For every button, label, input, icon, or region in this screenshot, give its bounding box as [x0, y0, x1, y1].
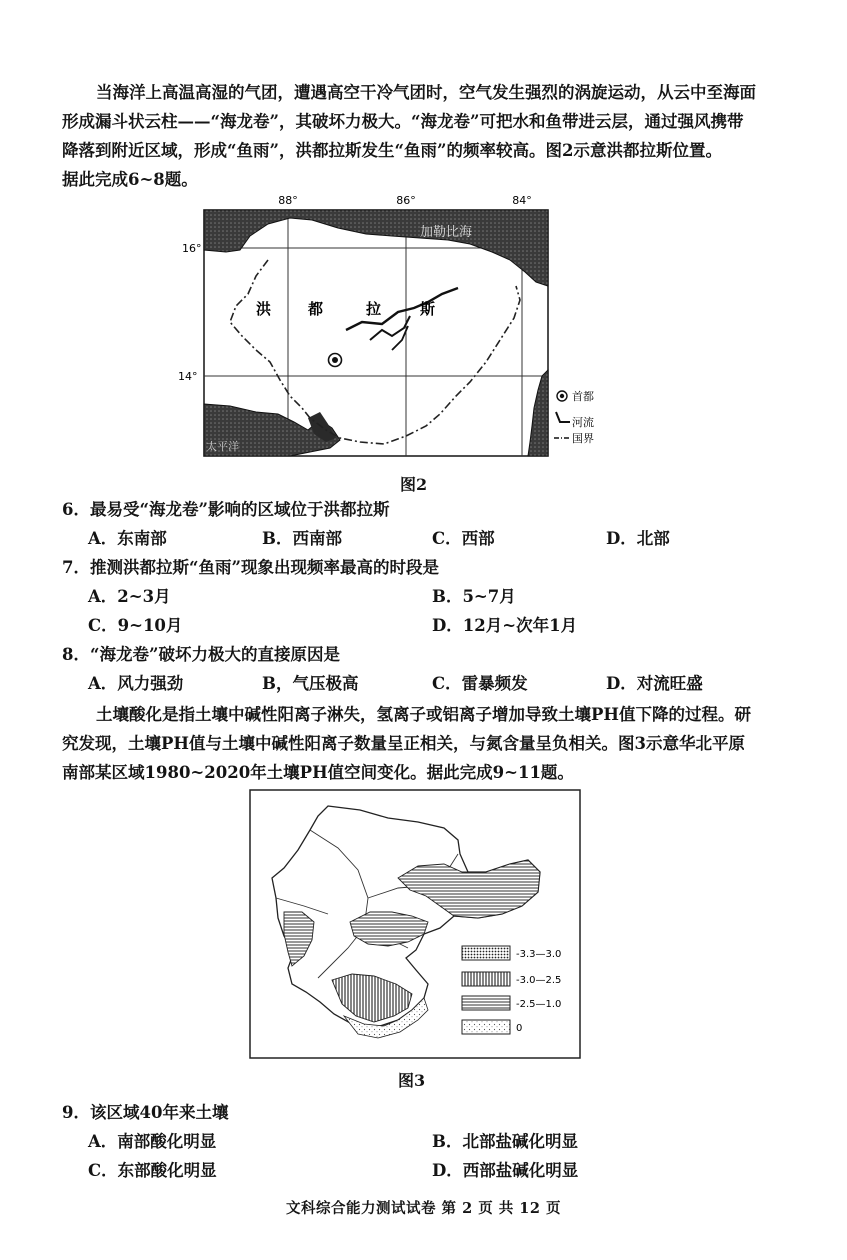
q6-option-c: C．西部: [432, 529, 495, 548]
passage-1-line-1: 当海洋上高温高湿的气团，遭遇高空干冷气团时，空气发生强烈的涡旋运动，从云中至海面: [96, 83, 756, 102]
pacific-label: 太平洋: [206, 440, 239, 453]
q8-option-d: D．对流旺盛: [606, 674, 703, 693]
legend-border-label: 国界: [572, 432, 594, 445]
q8-option-b: B，气压极高: [262, 674, 359, 693]
page-footer: 文科综合能力测试试卷 第 2 页 共 12 页: [285, 1200, 562, 1217]
lat-label-16: 16°: [182, 242, 202, 255]
legend-swatch-4: [462, 1020, 510, 1034]
q7-option-a: A．2~3月: [88, 587, 171, 606]
passage-1: [62, 78, 792, 194]
passage-2-line-2: 究发现，土壤PH值与土壤中碱性阳离子数量呈正相关，与氮含量呈负相关。图3示意华北平原: [62, 734, 745, 753]
passage-1-line-2: 形成漏斗状云柱——“海龙卷”，其破坏力极大。“海龙卷”可把水和鱼带进云层，通过强风携带: [62, 112, 744, 131]
q9-option-c: C．东部酸化明显: [88, 1161, 217, 1180]
question-7-stem: 7．推测洪都拉斯“鱼雨”现象出现频率最高的时段是: [62, 558, 439, 577]
legend-label-3: -2.5—1.0: [516, 999, 562, 1010]
figure-3-caption: 图3: [398, 1071, 426, 1090]
legend-label-1: -3.3—3.0: [516, 949, 562, 960]
country-char-4: 斯: [420, 300, 436, 318]
lon-label-84: 84°: [512, 194, 532, 207]
lon-label-86: 86°: [396, 194, 416, 207]
figure-2-map: [170, 190, 594, 462]
legend-capital-label: 首都: [572, 390, 594, 403]
q9-option-b: B．北部盐碱化明显: [432, 1132, 578, 1151]
figure-2-caption: 图2: [400, 475, 428, 494]
legend-label-2: -3.0—2.5: [516, 975, 562, 986]
legend-river-icon: [556, 412, 570, 422]
passage-1-line-4: 据此完成6~8题。: [62, 170, 198, 189]
q8-option-a: A．风力强劲: [88, 674, 184, 693]
question-6-stem: 6．最易受“海龙卷”影响的区域位于洪都拉斯: [62, 500, 390, 519]
country-char-1: 洪: [256, 300, 272, 318]
legend-swatch-1: [462, 946, 510, 960]
q6-option-d: D．北部: [606, 529, 670, 548]
country-char-2: 都: [308, 300, 324, 318]
q7-option-b: B．5~7月: [432, 587, 516, 606]
legend-swatch-3: [462, 996, 510, 1010]
q9-option-d: D．西部盐碱化明显: [432, 1161, 579, 1180]
passage-2: [62, 700, 792, 787]
q6-option-b: B．西南部: [262, 529, 342, 548]
legend-label-4: 0: [516, 1023, 523, 1034]
q7-option-c: C．9~10月: [88, 616, 183, 635]
legend-swatch-2: [462, 972, 510, 986]
country-char-3: 拉: [366, 300, 382, 318]
figure-3-map: [248, 788, 582, 1060]
legend-river-label: 河流: [572, 416, 594, 429]
passage-2-line-3: 南部某区域1980~2020年土壤PH值空间变化。据此完成9~11题。: [62, 763, 574, 782]
legend-capital-icon-dot: [560, 394, 564, 398]
q8-option-c: C．雷暴频发: [432, 674, 528, 693]
q7-option-d: D．12月~次年1月: [432, 616, 578, 635]
lon-label-88: 88°: [278, 194, 298, 207]
q9-option-a: A．南部酸化明显: [88, 1132, 217, 1151]
q6-option-a: A．东南部: [88, 529, 167, 548]
lat-label-14: 14°: [178, 370, 198, 383]
capital-marker-dot: [332, 357, 338, 363]
question-8-stem: 8．“海龙卷”破坏力极大的直接原因是: [62, 645, 340, 664]
passage-1-line-3: 降落到附近区域，形成“鱼雨”，洪都拉斯发生“鱼雨”的频率较高。图2示意洪都拉斯位置。: [62, 141, 722, 160]
passage-2-line-1: 土壤酸化是指土壤中碱性阳离子淋失，氢离子或铝离子增加导致土壤PH值下降的过程。研: [96, 705, 751, 724]
question-9-stem: 9．该区域40年来土壤: [62, 1103, 229, 1122]
caribbean-sea-label: 加勒比海: [420, 225, 473, 240]
